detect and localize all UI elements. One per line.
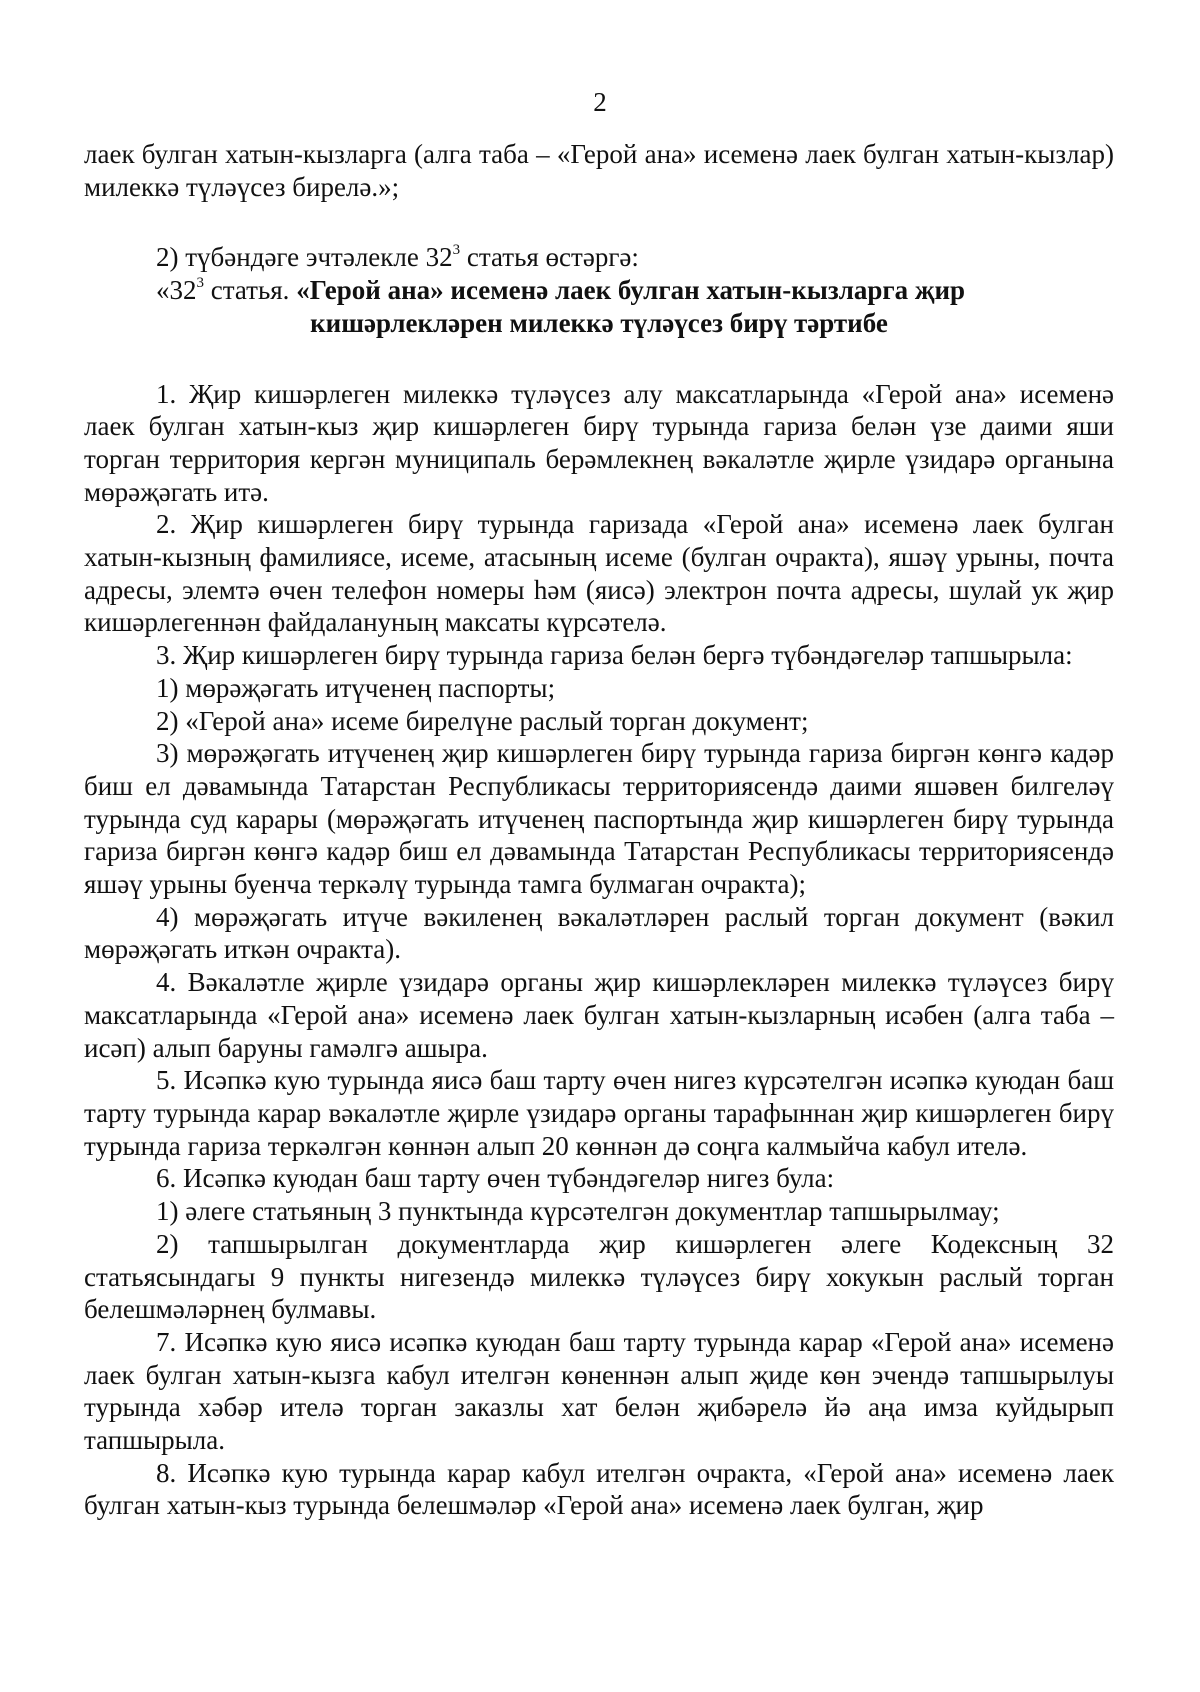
paragraph-1: 1. Җир кишәрлеген милеккә түләүсез алу максатларында «Герой ана» исеменә лаек булган хатын-кыз җир кишәрлеген бирү турында гариза белән үзе даими яши торган территория кергән муниципаль берәмлекнең вәкаләтле җирле үзидарә органына мөрәҗәгать итә. bbox=[84, 378, 1114, 507]
paragraph-3-item-2: 2) «Герой ана» исеме бирелүне раслый торган документ; bbox=[156, 705, 809, 736]
intro-paragraph: лаек булган хатын-кызларга (алга таба – «Герой ана» исеменә лаек булган хатын-кызлар) милеккә түләүсез бирелә.»; bbox=[84, 139, 1114, 202]
spacer bbox=[84, 340, 1114, 378]
amendment-line bbox=[84, 241, 1114, 274]
article-title-prefix: «32 bbox=[156, 275, 197, 306]
paragraph-6-item-2: 2) тапшырылган документларда җир кишәрлеген әлеге Кодексның 32 статьясындагы 9 пункты нигезендә милеккә түләүсез бирү хокукын раслый торган белешмәләрнең булмавы. bbox=[84, 1228, 1114, 1325]
article-title-sup: 3 bbox=[196, 275, 204, 292]
document-body bbox=[84, 138, 1114, 1522]
paragraph-6-item-1: 1) әлеге статьяның 3 пунктында күрсәтелгән документлар тапшырылмау; bbox=[156, 1196, 1000, 1227]
paragraph-5: 5. Исәпкә кую турында яисә баш тарту өчен нигез күрсәтелгән исәпкә куюдан баш тарту турында карар вәкаләтле җирле үзидарә органы тарафыннан җир кишәрлеген бирү турында гариза теркәлгән көннән алып 20 көннән дә соңга калмыйча кабул ителә. bbox=[84, 1065, 1114, 1161]
amendment-prefix: 2) түбәндәге эчтәлекле 32 bbox=[156, 242, 453, 273]
paragraph-3: 3. Җир кишәрлеген бирү турында гариза белән бергә түбәндәгеләр тапшырыла: bbox=[156, 640, 1073, 671]
amendment-suffix: статья өстәргә: bbox=[460, 242, 639, 273]
article-title-line-2: кишәрлекләрен милеккә түләүсез бирү тәртибе bbox=[310, 307, 888, 338]
paragraph-2: 2. Җир кишәрлеген бирү турында гаризада «Герой ана» исеменә лаек булган хатын-кызның фамилиясе, исеме, атасының исеме (булган очракта), яшәү урыны, почта адресы, элемтә өчен телефон номеры һәм (яисә) электрон почта адресы, шулай ук җир кишәрлегеннән файдалануның максаты күрсәтелә. bbox=[84, 509, 1114, 638]
paragraph-7: 7. Исәпкә кую яисә исәпкә куюдан баш тарту турында карар «Герой ана» исеменә лаек булган хатын-кызга кабул ителгән көненнән алып җиде көн эчендә тапшырылуы турында хәбәр ителә торган заказлы хат белән җибәрелә йә аңа имза куйдырып тапшырыла. bbox=[84, 1326, 1114, 1456]
paragraph-3-item-3: 3) мөрәҗәгать итүченең җир кишәрлеген бирү турында гариза биргән көнгә кадәр биш ел дәвамында Татарстан Республикасы территориясендә даими яшәвен билгеләү турында суд карары (мөрәҗәгать итүченең паспортында җир кишәрлеген бирү турында гариза биргән көнгә кадәр биш ел дәвамында Татарстан Республикасы территориясендә яшәү урыны буенча теркәлү турында тамга булмаган очракта); bbox=[84, 738, 1114, 900]
paragraph-8: 8. Исәпкә кую турында карар кабул ителгән очракта, «Герой ана» исеменә лаек булган хатын-кыз турында белешмәләр «Герой ана» исеменә лаек булган, җир bbox=[84, 1457, 1114, 1521]
article-title bbox=[84, 274, 1114, 307]
paragraph-6: 6. Исәпкә куюдан баш тарту өчен түбәндәгеләр нигез була: bbox=[156, 1163, 835, 1194]
amendment-sup: 3 bbox=[452, 242, 461, 259]
paragraph-4: 4. Вәкаләтле җирле үзидарә органы җир кишәрлекләрен милеккә түләүсез бирү максатларында «Герой ана» исеменә лаек булган хатын-кызларның исәбен (алга таба – исәп) алып баруны гамәлгә ашыра. bbox=[84, 967, 1114, 1063]
article-title-bold-1: «Герой ана» исеменә лаек булган хатын-кызларга җир bbox=[296, 275, 966, 306]
page-number: 2 bbox=[593, 87, 607, 117]
article-title-label: статья. bbox=[204, 275, 297, 306]
paragraph-3-item-4: 4) мөрәҗәгать итүче вәкиленең вәкаләтләрен раслый торган документ (вәкил мөрәҗәгать иткән очракта). bbox=[84, 901, 1114, 965]
spacer bbox=[84, 203, 1114, 241]
paragraph-3-item-1: 1) мөрәҗәгать итүченең паспорты; bbox=[156, 672, 556, 703]
